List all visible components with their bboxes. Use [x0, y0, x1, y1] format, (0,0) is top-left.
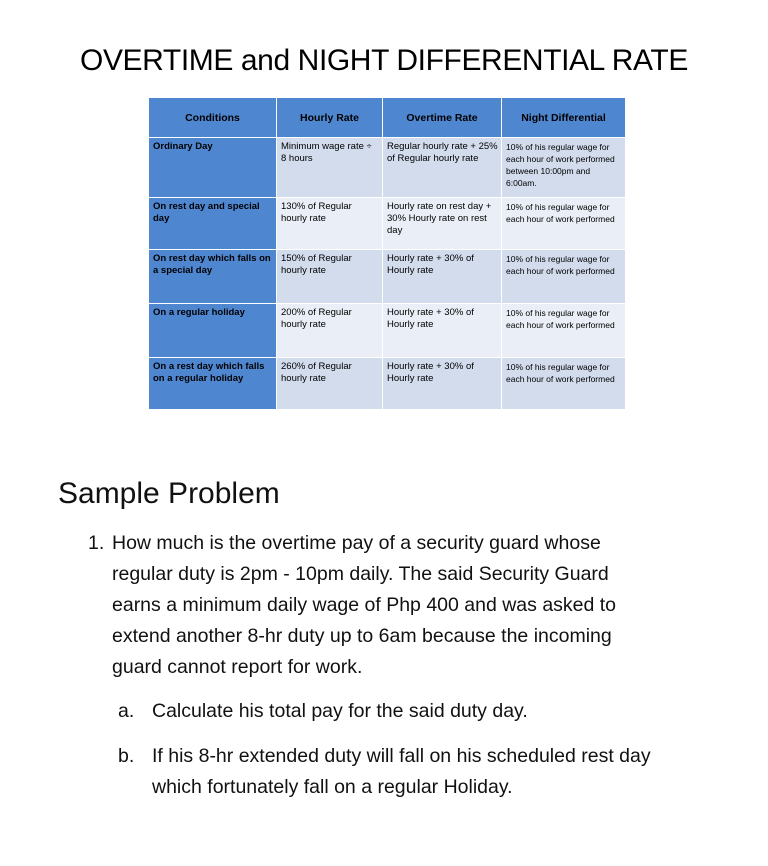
table-row — [149, 358, 626, 410]
overtime-rate-cell: Hourly rate + 30% of Hourly rate — [383, 304, 502, 358]
condition-cell: On a rest day which falls on a regular holiday — [149, 358, 277, 410]
hourly-rate-cell: 260% of Regular hourly rate — [277, 358, 383, 410]
header-hourly-rate: Hourly Rate — [277, 98, 383, 138]
overtime-rate-cell: Hourly rate on rest day + 30% Hourly rate on rest day — [383, 198, 502, 250]
overtime-rate-cell: Hourly rate + 30% of Hourly rate — [383, 358, 502, 410]
overtime-rate-cell: Hourly rate + 30% of Hourly rate — [383, 250, 502, 304]
overtime-rate-cell: Regular hourly rate + 25% of Regular hourly rate — [383, 138, 502, 198]
table-row — [149, 138, 626, 198]
hourly-rate-cell: 130% of Regular hourly rate — [277, 198, 383, 250]
condition-cell: On rest day and special day — [149, 198, 277, 250]
condition-cell: On rest day which falls on a special day — [149, 250, 277, 304]
sub-question-a — [118, 696, 678, 727]
night-differential-cell: 10% of his regular wage for each hour of work performed — [502, 304, 626, 358]
page-title: OVERTIME and NIGHT DIFFERENTIAL RATE — [80, 44, 688, 77]
table-header-row — [149, 98, 626, 138]
sub-question-label: b. — [118, 745, 135, 767]
night-differential-cell: 10% of his regular wage for each hour of work performed — [502, 358, 626, 410]
rates-table — [148, 97, 626, 410]
hourly-rate-cell: 150% of Regular hourly rate — [277, 250, 383, 304]
sub-question-b — [118, 741, 678, 803]
night-differential-cell: 10% of his regular wage for each hour of work performed — [502, 250, 626, 304]
night-differential-cell: 10% of his regular wage for each hour of work performed — [502, 198, 626, 250]
hourly-rate-cell: Minimum wage rate ÷ 8 hours — [277, 138, 383, 198]
problem-text: How much is the overtime pay of a security guard whose regular duty is 2pm - 10pm daily. The said Security Guard earns a minimum daily wage of Php 400 and was asked to extend another 8-hr duty up to 6am because the incoming guard cannot report for work. — [112, 532, 617, 678]
condition-cell: On a regular holiday — [149, 304, 277, 358]
sub-question-text: Calculate his total pay for the said duty day. — [152, 700, 528, 722]
table-row — [149, 250, 626, 304]
header-overtime-rate: Overtime Rate — [383, 98, 502, 138]
table-row — [149, 304, 626, 358]
problem-number: 1. — [88, 532, 105, 554]
hourly-rate-cell: 200% of Regular hourly rate — [277, 304, 383, 358]
header-night-differential: Night Differential — [502, 98, 626, 138]
sub-question-text: If his 8-hr extended duty will fall on his scheduled rest day which fortunately fall on a regular Holiday. — [152, 745, 651, 798]
night-differential-cell: 10% of his regular wage for each hour of work performed between 10:00pm and 6:00am. — [502, 138, 626, 198]
condition-cell: Ordinary Day — [149, 138, 277, 198]
problem-statement — [88, 528, 658, 683]
sub-question-label: a. — [118, 700, 135, 722]
header-conditions: Conditions — [149, 98, 277, 138]
section-title: Sample Problem — [58, 477, 280, 510]
table-row — [149, 198, 626, 250]
